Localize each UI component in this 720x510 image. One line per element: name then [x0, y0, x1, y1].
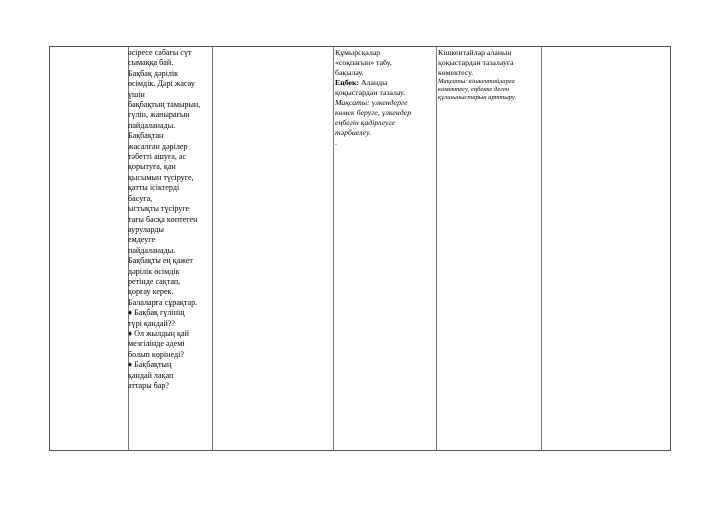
- column-divider: [436, 47, 437, 450]
- text-line: Балаларға сұрақтар.: [128, 297, 198, 307]
- text-line: түрі қандай??: [128, 318, 175, 328]
- labor-label: Еңбек:: [335, 78, 360, 87]
- goal-line: Мақсаты: кішкентайларға: [438, 78, 515, 85]
- text-line: Бақбақты ең қажет: [128, 256, 193, 266]
- text-line: Бақбақтан: [128, 131, 164, 141]
- helping-text-cell: [438, 48, 538, 103]
- goal-line: құлшыныстарын арттыру.: [438, 94, 517, 102]
- text-line: Кішкентайлар аланын: [438, 48, 512, 57]
- column-divider: [333, 47, 334, 450]
- text-line: Бақбақ дәрілік: [128, 68, 179, 78]
- text-line: пайдаланады.: [128, 245, 176, 255]
- text-line: қоқыстардан тазалауға: [438, 58, 514, 67]
- goal-line: еңбегін қадірлеуге: [335, 118, 396, 127]
- labor-text: Аланды: [359, 78, 388, 87]
- text-line: жасалған дәрілер: [128, 141, 188, 151]
- text-line: гүлін, жапырағын: [128, 110, 190, 120]
- text-line: Құмырсқалар: [335, 48, 381, 57]
- text-line: ыстықты түсіруге: [128, 204, 190, 214]
- text-line: дәрілік өсімдік: [128, 266, 180, 276]
- observation-text-cell: [335, 48, 431, 148]
- text-line: бақылау.: [335, 68, 364, 77]
- goal-line: тәрбиелеу.: [335, 128, 372, 137]
- goal-line: Мақсаты: үлкендерге: [335, 98, 408, 107]
- text-line: сымаққа бай.: [128, 58, 174, 68]
- text-line: «соқпағын» табу,: [335, 58, 392, 67]
- text-line: үшін: [128, 89, 145, 99]
- text-line: ауруларды: [128, 224, 164, 234]
- text-line: қатты ісіктерді: [128, 183, 180, 193]
- text-line: қоқыстардан тазалау.: [335, 88, 406, 97]
- text-line: тағы басқа көптеген: [128, 214, 198, 224]
- text-line: көмектесу.: [438, 68, 474, 77]
- text-line: әсіресе сабағы сүт: [128, 48, 192, 57]
- text-line: бақбақтың тамырын,: [128, 100, 201, 110]
- text-line: тәбетті ашуға, ас: [128, 152, 187, 162]
- dandelion-text-cell: [128, 48, 210, 391]
- text-line: ретінде сақтап,: [128, 276, 181, 286]
- text-line: емдеуге: [128, 235, 156, 245]
- text-line: аттары бар?: [128, 381, 170, 390]
- text-line: өсімдік. Дәрі жасау: [128, 79, 195, 89]
- text-line: пайдаланады.: [128, 120, 176, 130]
- goal-line: көмектесу, еңбекке деген: [438, 86, 510, 94]
- question-line: ♦ Ол жылдың қай: [128, 328, 189, 338]
- goal-line: көмек беруге, үлкендер: [335, 108, 412, 117]
- text-line: қысымын түсіруге,: [128, 172, 194, 182]
- lesson-plan-table: [49, 46, 671, 451]
- column-divider: [212, 47, 213, 450]
- column-divider: [541, 47, 542, 450]
- text-line: қорытуға, қан: [128, 162, 176, 172]
- text-line: қорғау керек.: [128, 287, 174, 297]
- question-line: ♦ Бақбақ гүлінің: [128, 308, 185, 318]
- text-line: қандай лақап: [128, 370, 174, 380]
- labor-line: [335, 78, 431, 88]
- text-line: басуға,: [128, 193, 153, 203]
- text-line: мезгілінде әдемі: [128, 339, 185, 349]
- question-line: ♦ Бақбақтың: [128, 360, 172, 370]
- text-line: .: [335, 138, 337, 147]
- text-line: болып көрінеді?: [128, 349, 184, 359]
